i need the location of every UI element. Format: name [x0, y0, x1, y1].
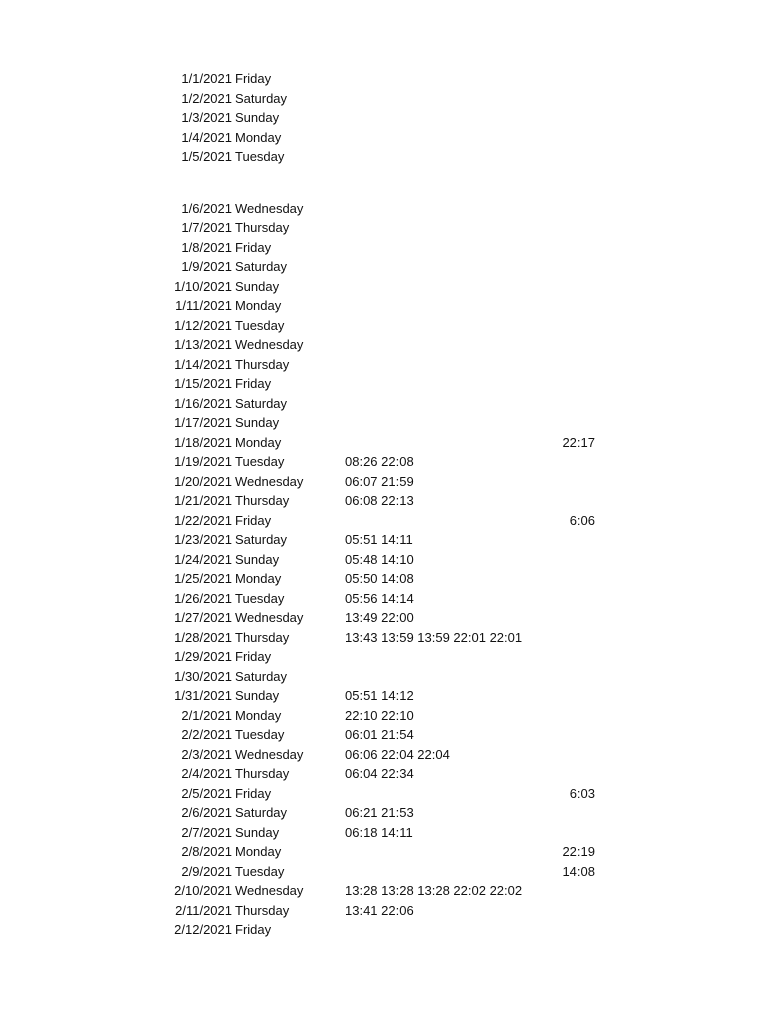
- weekday-cell: Friday: [235, 512, 272, 528]
- punch-times-cell: 08:26 22:08: [345, 454, 414, 469]
- table-row: [0, 784, 768, 803]
- punch-times-cell: 05:51 14:11: [345, 532, 413, 547]
- table-row: [0, 706, 768, 725]
- date-cell: 1/16/2021: [174, 395, 232, 411]
- date-cell: 2/9/2021: [181, 863, 232, 879]
- date-cell: 2/8/2021: [181, 844, 232, 859]
- date-cell: 1/7/2021: [181, 220, 232, 235]
- weekday-cell: Tuesday: [235, 454, 285, 469]
- table-row: [0, 277, 768, 296]
- table-row: [0, 589, 768, 608]
- table-row: [0, 511, 768, 530]
- table-row: [0, 686, 768, 705]
- date-cell: 1/28/2021: [174, 629, 232, 645]
- weekday-cell: Saturday: [235, 805, 288, 820]
- single-time-cell: 6:06: [569, 512, 595, 528]
- table-row: [0, 147, 768, 166]
- date-cell: 1/27/2021: [174, 610, 232, 625]
- table-row: [0, 316, 768, 335]
- date-cell: 1/19/2021: [174, 454, 232, 469]
- weekday-cell: Friday: [235, 922, 272, 937]
- weekday-cell: Tuesday: [235, 317, 285, 333]
- single-time-cell: 6:03: [569, 785, 595, 801]
- table-row: [0, 128, 768, 147]
- date-cell: 1/20/2021: [174, 473, 232, 489]
- table-row: [0, 745, 768, 764]
- weekday-cell: Sunday: [235, 110, 280, 125]
- date-cell: 2/12/2021: [174, 922, 232, 937]
- weekday-cell: Monday: [235, 129, 282, 145]
- date-cell: 1/11/2021: [175, 298, 232, 313]
- weekday-cell: Tuesday: [235, 590, 285, 606]
- punch-times-cell: 13:28 13:28 13:28 22:02 22:02: [345, 883, 523, 898]
- weekday-cell: Friday: [235, 71, 272, 86]
- punch-times-cell: 13:49 22:00: [345, 610, 414, 625]
- weekday-cell: Monday: [235, 434, 282, 450]
- weekday-cell: Sunday: [235, 415, 280, 430]
- weekday-cell: Sunday: [235, 551, 280, 567]
- punch-times-cell: 22:10 22:10: [345, 707, 414, 723]
- weekday-cell: Tuesday: [235, 727, 285, 742]
- weekday-cell: Saturday: [235, 259, 288, 274]
- table-row: [0, 901, 768, 920]
- date-cell: 2/3/2021: [181, 746, 232, 762]
- date-cell: 1/10/2021: [174, 278, 232, 294]
- weekday-cell: Friday: [235, 376, 272, 391]
- date-cell: 1/3/2021: [181, 110, 232, 125]
- weekday-cell: Sunday: [235, 688, 280, 703]
- table-row: [0, 628, 768, 647]
- date-cell: 1/26/2021: [174, 590, 232, 606]
- table-row: [0, 394, 768, 413]
- date-cell: 2/1/2021: [181, 707, 232, 723]
- weekday-cell: Friday: [235, 239, 272, 255]
- weekday-cell: Sunday: [235, 278, 280, 294]
- date-cell: 1/9/2021: [181, 259, 232, 274]
- table-row: [0, 569, 768, 588]
- weekday-cell: Thursday: [235, 493, 290, 508]
- punch-times-cell: 13:43 13:59 13:59 22:01 22:01: [345, 629, 523, 645]
- date-cell: 1/24/2021: [174, 551, 232, 567]
- punch-times-cell: 05:56 14:14: [345, 590, 414, 606]
- single-time-cell: 22:17: [562, 434, 595, 450]
- table-row: [0, 803, 768, 822]
- punch-times-cell: 06:21 21:53: [345, 805, 414, 820]
- table-row: [0, 218, 768, 237]
- weekday-cell: Friday: [235, 649, 272, 664]
- weekday-cell: Thursday: [235, 902, 290, 918]
- date-cell: 1/4/2021: [181, 129, 232, 145]
- weekday-cell: Thursday: [235, 356, 290, 372]
- table-row: [0, 108, 768, 127]
- single-time-cell: 22:19: [562, 844, 595, 859]
- date-cell: 1/25/2021: [174, 571, 232, 586]
- table-row: [0, 355, 768, 374]
- weekday-cell: Friday: [235, 785, 272, 801]
- table-row: [0, 257, 768, 276]
- punch-times-cell: 05:50 14:08: [345, 571, 414, 586]
- date-cell: 2/6/2021: [181, 805, 232, 820]
- weekday-cell: Tuesday: [235, 863, 285, 879]
- date-cell: 1/8/2021: [181, 239, 232, 255]
- table-row: [0, 335, 768, 354]
- date-cell: 1/14/2021: [174, 356, 232, 372]
- weekday-cell: Saturday: [235, 90, 288, 106]
- weekday-cell: Monday: [235, 571, 282, 586]
- weekday-cell: Monday: [235, 844, 282, 859]
- punch-times-cell: 13:41 22:06: [345, 902, 414, 918]
- table-row: [0, 238, 768, 257]
- date-cell: 1/15/2021: [174, 376, 232, 391]
- date-cell: 1/22/2021: [174, 512, 232, 528]
- table-row: [0, 199, 768, 218]
- table-row: [0, 491, 768, 510]
- date-cell: 2/11/2021: [175, 902, 232, 918]
- date-cell: 1/18/2021: [174, 434, 232, 450]
- weekday-cell: Thursday: [235, 766, 290, 781]
- punch-times-cell: 06:06 22:04 22:04: [345, 746, 450, 762]
- weekday-cell: Wednesday: [235, 610, 304, 625]
- date-cell: 2/5/2021: [181, 785, 232, 801]
- punch-times-cell: 06:18 14:11: [345, 824, 413, 840]
- weekday-cell: Wednesday: [235, 746, 304, 762]
- date-cell: 1/6/2021: [181, 200, 232, 216]
- table-row: [0, 452, 768, 471]
- date-cell: 1/17/2021: [174, 415, 232, 430]
- weekday-cell: Saturday: [235, 668, 288, 684]
- weekday-cell: Sunday: [235, 824, 280, 840]
- table-row: [0, 842, 768, 861]
- table-row: [0, 89, 768, 108]
- weekday-cell: Wednesday: [235, 200, 304, 216]
- table-row: [0, 823, 768, 842]
- table-row: [0, 608, 768, 627]
- table-row: [0, 881, 768, 900]
- weekday-cell: Monday: [235, 298, 282, 313]
- punch-times-cell: 06:08 22:13: [345, 493, 414, 508]
- table-row: [0, 550, 768, 569]
- punch-times-cell: 06:07 21:59: [345, 473, 414, 489]
- weekday-cell: Saturday: [235, 395, 288, 411]
- date-cell: 2/10/2021: [174, 883, 232, 898]
- punch-times-cell: 06:01 21:54: [345, 727, 414, 742]
- weekday-cell: Tuesday: [235, 149, 285, 164]
- weekday-cell: Thursday: [235, 629, 290, 645]
- table-row: [0, 667, 768, 686]
- date-cell: 2/2/2021: [181, 727, 232, 742]
- date-cell: 1/23/2021: [174, 532, 232, 547]
- weekday-cell: Wednesday: [235, 883, 304, 898]
- table-row: [0, 725, 768, 744]
- table-row: [0, 472, 768, 491]
- date-cell: 1/21/2021: [174, 493, 232, 508]
- table-row: [0, 69, 768, 88]
- date-cell: 2/4/2021: [181, 766, 232, 781]
- weekday-cell: Wednesday: [235, 337, 304, 352]
- table-row: [0, 374, 768, 393]
- date-cell: 1/13/2021: [174, 337, 232, 352]
- single-time-cell: 14:08: [562, 863, 595, 879]
- table-row: [0, 647, 768, 666]
- weekday-cell: Monday: [235, 707, 282, 723]
- date-cell: 1/29/2021: [174, 649, 232, 664]
- weekday-cell: Thursday: [235, 220, 290, 235]
- table-row: [0, 920, 768, 939]
- date-cell: 1/5/2021: [181, 149, 232, 164]
- weekday-cell: Wednesday: [235, 473, 304, 489]
- date-cell: 1/2/2021: [181, 90, 232, 106]
- table-row: [0, 862, 768, 881]
- punch-times-cell: 06:04 22:34: [345, 766, 414, 781]
- punch-times-cell: 05:48 14:10: [345, 551, 414, 567]
- punch-times-cell: 05:51 14:12: [345, 688, 414, 703]
- table-row: [0, 764, 768, 783]
- table-row: [0, 530, 768, 549]
- date-cell: 1/31/2021: [174, 688, 232, 703]
- date-cell: 1/12/2021: [174, 317, 232, 333]
- table-row: [0, 413, 768, 432]
- date-cell: 1/1/2021: [181, 71, 232, 86]
- table-row: [0, 296, 768, 315]
- table-row: [0, 433, 768, 452]
- weekday-cell: Saturday: [235, 532, 288, 547]
- date-cell: 1/30/2021: [174, 668, 232, 684]
- date-cell: 2/7/2021: [181, 824, 232, 840]
